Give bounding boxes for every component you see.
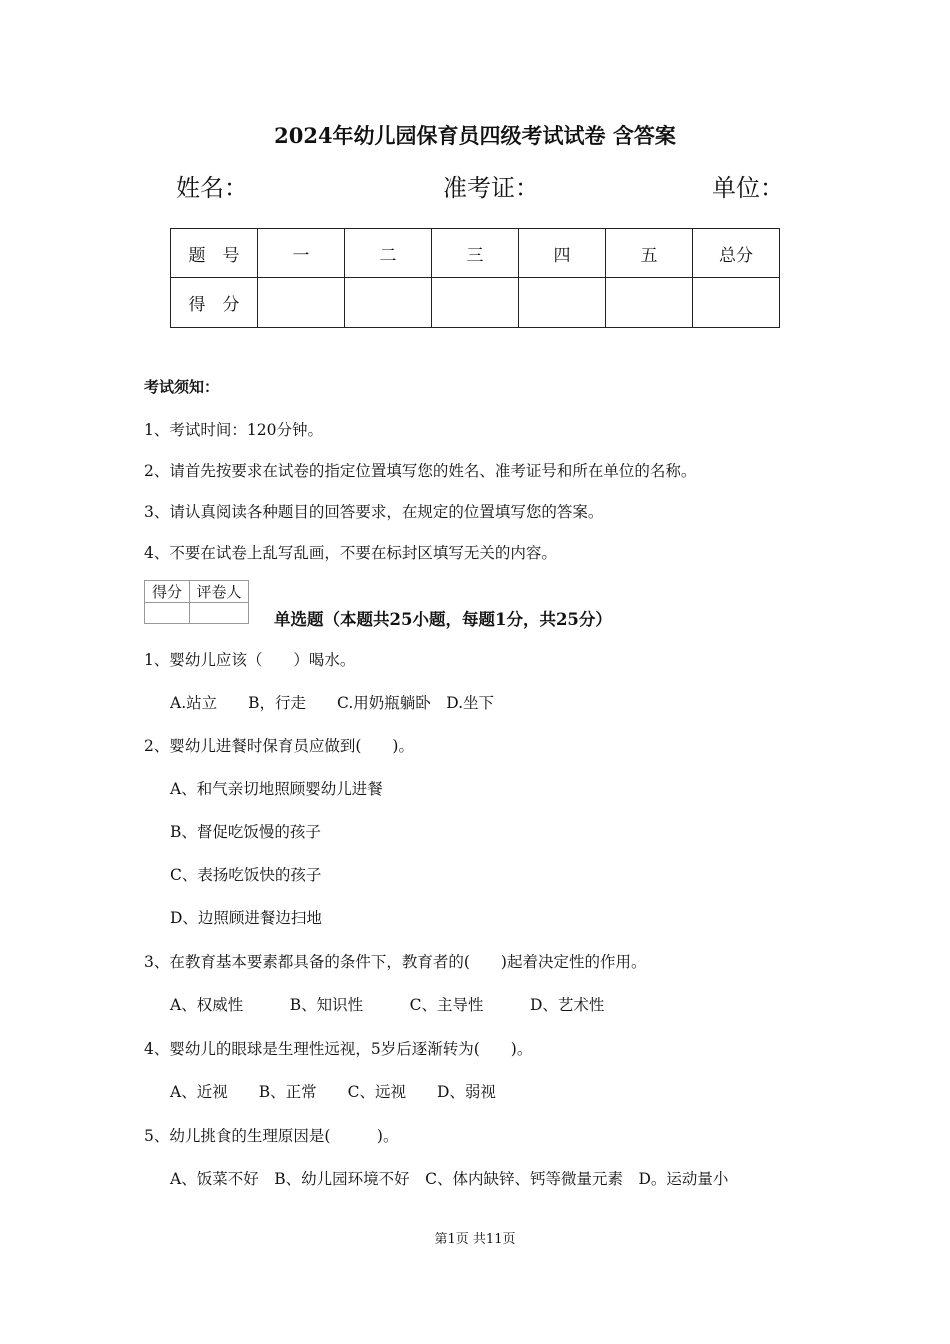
question-options: A、近视 B、正常 C、远视 D、弱视 xyxy=(170,1083,496,1101)
grader-box xyxy=(144,580,249,624)
score-cell[interactable] xyxy=(519,278,606,328)
score-table xyxy=(170,228,780,328)
score-table-header-row xyxy=(171,229,780,278)
notice-item: 2、请首先按要求在试卷的指定位置填写您的姓名、准考证号和所在单位的名称。 xyxy=(144,462,697,480)
score-cell[interactable] xyxy=(258,278,345,328)
notice-item: 4、不要在试卷上乱写乱画，不要在标封区填写无关的内容。 xyxy=(144,544,557,562)
unit-field-label: 单位： xyxy=(712,174,784,202)
question-options: A.站立 B，行走 C.用奶瓶躺卧 D.坐下 xyxy=(170,694,495,712)
question-stem: 5、幼儿挑食的生理原因是( )。 xyxy=(144,1127,399,1145)
notice-item: 3、请认真阅读各种题目的回答要求，在规定的位置填写您的答案。 xyxy=(144,503,604,521)
score-header-cell: 题 号 xyxy=(171,229,258,278)
question-option: C、表扬吃饭快的孩子 xyxy=(170,866,322,884)
question-option: D、边照顾进餐边扫地 xyxy=(170,909,322,927)
question-stem: 1、婴幼儿应该（ ）喝水。 xyxy=(144,651,356,669)
grader-score-cell[interactable] xyxy=(145,603,190,624)
score-header-cell: 三 xyxy=(432,229,519,278)
question-option: B、督促吃饭慢的孩子 xyxy=(170,823,321,841)
question-stem: 3、在教育基本要素都具备的条件下，教育者的( )起着决定性的作用。 xyxy=(144,953,647,971)
question-option: A、和气亲切地照顾婴幼儿进餐 xyxy=(170,780,383,798)
score-header-cell: 四 xyxy=(519,229,606,278)
score-header-cell: 一 xyxy=(258,229,345,278)
score-header-cell: 五 xyxy=(606,229,693,278)
grader-score-label: 得分 xyxy=(145,581,190,603)
ticket-field-label: 准考证： xyxy=(443,174,539,202)
notice-title: 考试须知： xyxy=(144,378,220,396)
score-cell[interactable] xyxy=(693,278,780,328)
name-field-label: 姓名： xyxy=(176,174,248,202)
page-footer: 第1页 共11页 xyxy=(434,1232,516,1247)
question-options: A、权威性 B、知识性 C、主导性 D、艺术性 xyxy=(170,996,605,1014)
score-header-cell: 二 xyxy=(345,229,432,278)
score-cell[interactable] xyxy=(345,278,432,328)
score-row-label: 得 分 xyxy=(171,278,258,328)
question-stem: 4、婴幼儿的眼球是生理性远视，5岁后逐渐转为( )。 xyxy=(144,1040,533,1058)
notice-item: 1、考试时间：120分钟。 xyxy=(144,421,323,439)
score-header-cell: 总分 xyxy=(693,229,780,278)
score-cell[interactable] xyxy=(606,278,693,328)
section-title: 单选题（本题共25小题，每题1分，共25分） xyxy=(274,610,612,629)
score-table-score-row xyxy=(171,278,780,328)
page-title: 2024年幼儿园保育员四级考试试卷 含答案 xyxy=(274,123,676,148)
question-stem: 2、婴幼儿进餐时保育员应做到( )。 xyxy=(144,737,414,755)
score-cell[interactable] xyxy=(432,278,519,328)
grader-name-label: 评卷人 xyxy=(190,581,249,603)
grader-name-cell[interactable] xyxy=(190,603,249,624)
question-options: A、饭菜不好 B、幼儿园环境不好 C、体内缺锌、钙等微量元素 D。运动量小 xyxy=(170,1170,729,1188)
